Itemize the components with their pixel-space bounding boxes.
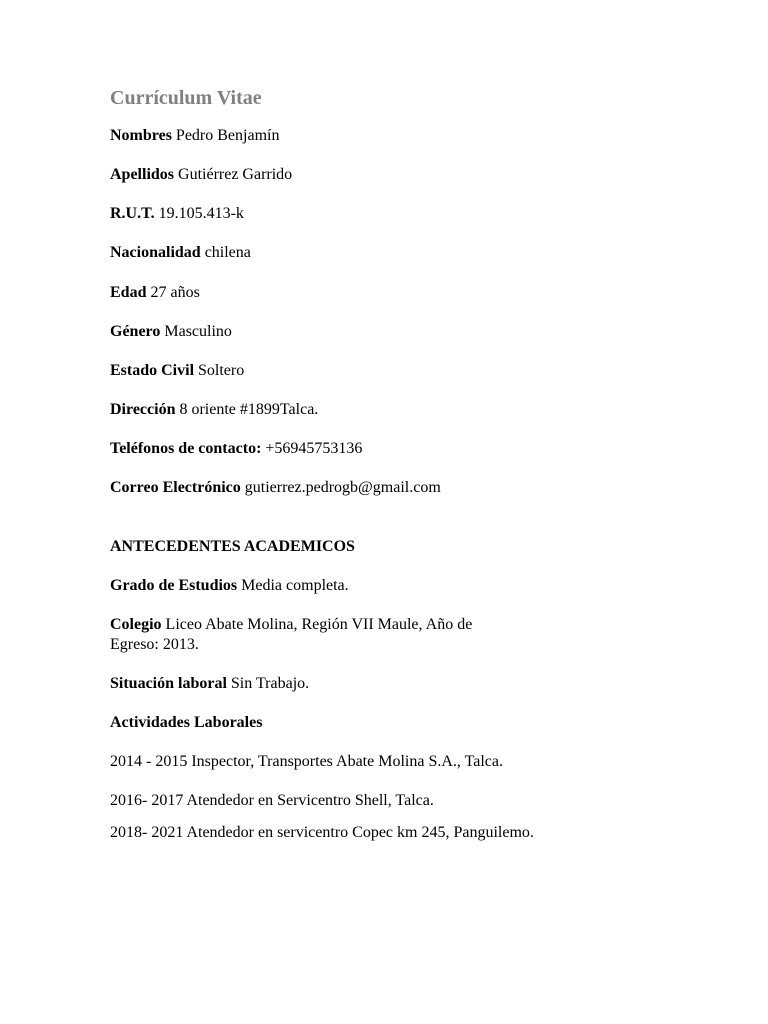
field-direccion [110, 400, 318, 420]
work-item: 2018- 2021 Atendedor en servicentro Copec km 245, Panguilemo. [110, 824, 534, 841]
field-value: Gutiérrez Garrido [178, 166, 293, 183]
field-value: +56945753136 [265, 440, 363, 457]
document-title: Currículum Vitae [110, 87, 262, 109]
field-value: 27 años [150, 284, 200, 301]
field-value: 8 oriente #1899Talca. [179, 401, 319, 418]
field-label: Apellidos [110, 166, 175, 183]
field-label: Nacionalidad [110, 244, 201, 261]
field-label: Edad [110, 284, 147, 301]
field-value: Masculino [164, 323, 232, 340]
field-situacion [110, 674, 309, 694]
field-genero [110, 322, 232, 342]
field-correo [110, 478, 441, 498]
field-nacionalidad [110, 243, 251, 263]
field-value: Media completa. [241, 577, 349, 594]
field-label: Dirección [110, 401, 176, 418]
field-value: Liceo Abate Molina, Región VII Maule, Año de [165, 616, 473, 633]
field-rut [110, 204, 244, 224]
field-value: Soltero [198, 362, 245, 379]
work-item: 2016- 2017 Atendedor en Servicentro Shell, Talca. [110, 792, 434, 809]
field-label: Colegio [110, 616, 162, 633]
field-nombres [110, 126, 279, 146]
field-value: Pedro Benjamín [175, 127, 280, 144]
academic-heading: ANTECEDENTES ACADEMICOS [110, 538, 355, 555]
field-value: chilena [204, 244, 251, 261]
field-label: Correo Electrónico [110, 479, 241, 496]
field-label: Género [110, 323, 161, 340]
field-label: Situación laboral [110, 675, 227, 692]
field-colegio-continued: Egreso: 2013. [110, 636, 199, 653]
field-value: Sin Trabajo. [230, 675, 310, 692]
field-label: R.U.T. [110, 205, 155, 222]
field-label: Nombres [110, 127, 172, 144]
field-label: Estado Civil [110, 362, 195, 379]
field-grado [110, 576, 349, 596]
field-colegio [110, 615, 472, 635]
field-value: gutierrez.pedrogb@gmail.com [244, 479, 441, 496]
field-telefonos [110, 439, 362, 459]
field-edad [110, 283, 200, 303]
field-label: Grado de Estudios [110, 577, 238, 594]
field-label: Teléfonos de contacto: [110, 440, 262, 457]
field-estado-civil [110, 361, 244, 381]
field-apellidos [110, 165, 292, 185]
work-item: 2014 - 2015 Inspector, Transportes Abate Molina S.A., Talca. [110, 753, 504, 770]
field-value: 19.105.413-k [158, 205, 244, 222]
work-heading: Actividades Laborales [110, 714, 263, 731]
